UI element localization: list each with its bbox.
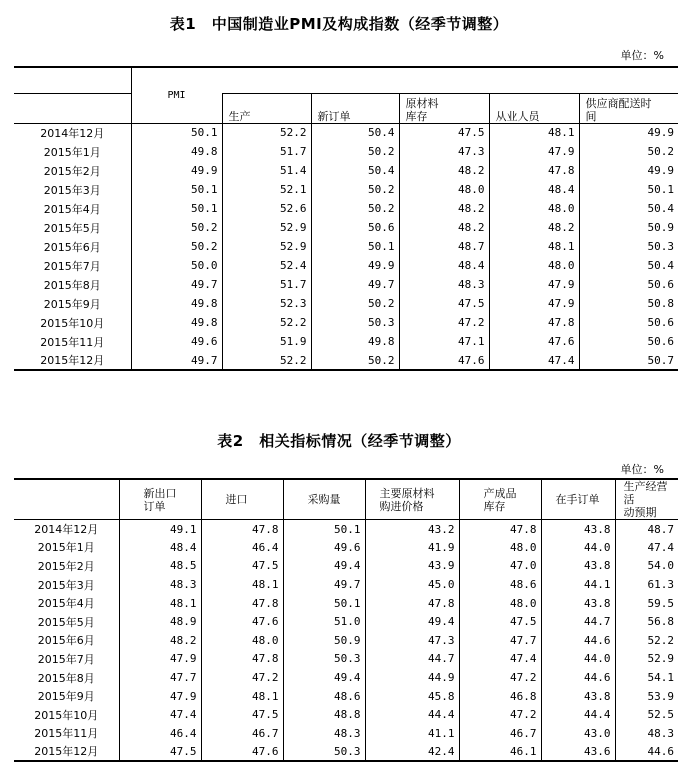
table-cell: 48.0 bbox=[489, 256, 579, 275]
table-cell: 47.9 bbox=[489, 294, 579, 313]
table-row bbox=[14, 631, 678, 650]
table-cell: 51.9 bbox=[222, 332, 311, 351]
row-label: 2015年9月 bbox=[37, 690, 95, 704]
table-cell: 42.4 bbox=[365, 743, 459, 762]
table-row bbox=[14, 294, 678, 313]
table-cell: 50.7 bbox=[579, 351, 678, 370]
table-cell: 49.7 bbox=[131, 275, 222, 294]
table-cell: 49.4 bbox=[365, 612, 459, 631]
table-cell: 51.4 bbox=[222, 161, 311, 180]
table-cell: 49.4 bbox=[283, 557, 365, 576]
table-cell: 47.2 bbox=[201, 668, 283, 687]
table-cell: 52.2 bbox=[222, 313, 311, 332]
table-cell: 43.0 bbox=[541, 724, 615, 743]
table-cell: 48.0 bbox=[399, 180, 489, 199]
table1-header: 从业人员 bbox=[489, 93, 579, 123]
table-cell: 44.7 bbox=[365, 650, 459, 669]
row-label: 2015年11月 bbox=[34, 727, 99, 741]
table-cell: 48.1 bbox=[119, 594, 201, 613]
table-cell: 43.2 bbox=[365, 520, 459, 539]
table2-header: 进口 bbox=[201, 479, 283, 520]
table-row bbox=[14, 161, 678, 180]
table2 bbox=[14, 478, 678, 762]
table-cell: 52.9 bbox=[222, 218, 311, 237]
table-cell: 52.6 bbox=[222, 199, 311, 218]
table-cell: 47.4 bbox=[119, 705, 201, 724]
table-cell: 46.4 bbox=[201, 538, 283, 557]
table-cell: 50.2 bbox=[311, 294, 399, 313]
table-cell: 47.3 bbox=[399, 142, 489, 161]
table-cell: 50.4 bbox=[579, 256, 678, 275]
table-cell: 48.8 bbox=[283, 705, 365, 724]
table1-unit: 单位：% bbox=[620, 49, 664, 62]
table-cell: 48.3 bbox=[615, 724, 678, 743]
table1 bbox=[14, 66, 678, 371]
table-cell: 47.8 bbox=[489, 161, 579, 180]
row-label: 2015年2月 bbox=[43, 164, 101, 178]
table-cell: 52.2 bbox=[222, 123, 311, 142]
row-label: 2014年12月 bbox=[40, 126, 105, 140]
table-cell: 47.1 bbox=[399, 332, 489, 351]
table-row bbox=[14, 650, 678, 669]
table-cell: 47.8 bbox=[459, 520, 541, 539]
table-cell: 48.1 bbox=[489, 123, 579, 142]
table-row bbox=[14, 724, 678, 743]
table-cell: 47.2 bbox=[399, 313, 489, 332]
table-cell: 47.9 bbox=[489, 142, 579, 161]
table-cell: 49.4 bbox=[283, 668, 365, 687]
table1-header-pmi: PMI bbox=[131, 67, 222, 123]
table-cell: 51.7 bbox=[222, 142, 311, 161]
table-cell: 50.4 bbox=[311, 161, 399, 180]
table-cell: 48.7 bbox=[399, 237, 489, 256]
table-cell: 41.1 bbox=[365, 724, 459, 743]
table-row bbox=[14, 313, 678, 332]
table2-corner bbox=[14, 479, 119, 520]
table-cell: 43.8 bbox=[541, 687, 615, 706]
table-cell: 48.2 bbox=[489, 218, 579, 237]
table-cell: 50.8 bbox=[579, 294, 678, 313]
row-label: 2015年12月 bbox=[14, 743, 119, 762]
table-cell: 50.6 bbox=[579, 332, 678, 351]
row-label: 2015年8月 bbox=[37, 671, 95, 685]
table-row bbox=[14, 142, 678, 161]
table-cell: 47.3 bbox=[365, 631, 459, 650]
table-cell: 48.1 bbox=[201, 687, 283, 706]
table1-title: 表1 中国制造业PMI及构成指数（经季节调整） bbox=[169, 15, 509, 33]
table-cell: 44.0 bbox=[541, 650, 615, 669]
table1-corner-top bbox=[14, 67, 131, 93]
table-cell: 56.8 bbox=[615, 612, 678, 631]
table-cell: 51.0 bbox=[283, 612, 365, 631]
table-row bbox=[14, 743, 678, 762]
table-row bbox=[14, 612, 678, 631]
table-cell: 48.0 bbox=[489, 199, 579, 218]
table-cell: 44.4 bbox=[541, 705, 615, 724]
table2-header: 生产经营活 动预期 bbox=[615, 479, 678, 520]
row-label: 2015年7月 bbox=[43, 259, 101, 273]
table-cell: 48.4 bbox=[489, 180, 579, 199]
table-cell: 46.1 bbox=[459, 743, 541, 762]
table-cell: 50.6 bbox=[579, 275, 678, 294]
table-cell: 48.6 bbox=[283, 687, 365, 706]
table-cell: 43.8 bbox=[541, 520, 615, 539]
table-cell: 52.9 bbox=[615, 650, 678, 669]
table-cell: 48.2 bbox=[119, 631, 201, 650]
table-cell: 50.4 bbox=[311, 123, 399, 142]
table-cell: 50.2 bbox=[311, 142, 399, 161]
table-cell: 47.9 bbox=[489, 275, 579, 294]
table-cell: 52.1 bbox=[222, 180, 311, 199]
row-label: 2015年12月 bbox=[14, 351, 131, 370]
table-row bbox=[14, 575, 678, 594]
table-cell: 43.6 bbox=[541, 743, 615, 762]
table-cell: 46.7 bbox=[459, 724, 541, 743]
row-label: 2015年3月 bbox=[43, 183, 101, 197]
table-cell: 54.0 bbox=[615, 557, 678, 576]
table-cell: 43.9 bbox=[365, 557, 459, 576]
table-cell: 41.9 bbox=[365, 538, 459, 557]
row-label: 2014年12月 bbox=[34, 523, 99, 537]
table-cell: 50.3 bbox=[283, 650, 365, 669]
table-row bbox=[14, 705, 678, 724]
table-cell: 49.8 bbox=[131, 313, 222, 332]
table-cell: 50.4 bbox=[579, 199, 678, 218]
table-cell: 45.0 bbox=[365, 575, 459, 594]
table-cell: 49.6 bbox=[131, 332, 222, 351]
table-cell: 47.9 bbox=[119, 687, 201, 706]
table-cell: 50.3 bbox=[311, 313, 399, 332]
table-cell: 47.7 bbox=[459, 631, 541, 650]
table-cell: 48.6 bbox=[459, 575, 541, 594]
table-cell: 44.6 bbox=[615, 743, 678, 762]
table-cell: 47.0 bbox=[459, 557, 541, 576]
table-cell: 50.2 bbox=[311, 180, 399, 199]
table2-header: 采购量 bbox=[283, 479, 365, 520]
table-cell: 47.6 bbox=[399, 351, 489, 370]
table-cell: 47.7 bbox=[119, 668, 201, 687]
table-cell: 47.4 bbox=[459, 650, 541, 669]
table-cell: 53.9 bbox=[615, 687, 678, 706]
table-cell: 44.7 bbox=[541, 612, 615, 631]
table-cell: 48.1 bbox=[489, 237, 579, 256]
table-cell: 47.5 bbox=[459, 612, 541, 631]
table-cell: 49.9 bbox=[579, 123, 678, 142]
table-cell: 47.5 bbox=[399, 294, 489, 313]
table-cell: 52.2 bbox=[615, 631, 678, 650]
table1-header: 供应商配送时 间 bbox=[579, 93, 678, 123]
table-cell: 59.5 bbox=[615, 594, 678, 613]
table-cell: 50.3 bbox=[579, 237, 678, 256]
table-cell: 50.2 bbox=[311, 199, 399, 218]
table-cell: 54.1 bbox=[615, 668, 678, 687]
table-cell: 48.4 bbox=[399, 256, 489, 275]
table-cell: 52.3 bbox=[222, 294, 311, 313]
table-cell: 49.9 bbox=[579, 161, 678, 180]
table-cell: 50.6 bbox=[579, 313, 678, 332]
table-cell: 47.6 bbox=[489, 332, 579, 351]
table-cell: 52.9 bbox=[222, 237, 311, 256]
row-label: 2015年2月 bbox=[37, 559, 95, 573]
table-cell: 52.4 bbox=[222, 256, 311, 275]
table-cell: 47.9 bbox=[119, 650, 201, 669]
row-label: 2015年10月 bbox=[34, 708, 99, 722]
table-row bbox=[14, 275, 678, 294]
table-cell: 43.8 bbox=[541, 594, 615, 613]
table-cell: 48.0 bbox=[459, 594, 541, 613]
table-cell: 50.1 bbox=[283, 520, 365, 539]
table-cell: 50.2 bbox=[579, 142, 678, 161]
table-cell: 46.7 bbox=[201, 724, 283, 743]
table-row bbox=[14, 256, 678, 275]
table-cell: 47.8 bbox=[201, 594, 283, 613]
table1-corner bbox=[14, 93, 131, 123]
table1-header: 原材料 库存 bbox=[399, 93, 489, 123]
table2-header: 主要原材料 购进价格 bbox=[365, 479, 459, 520]
table2-title: 表2 相关指标情况（经季节调整） bbox=[217, 432, 461, 450]
table-cell: 44.9 bbox=[365, 668, 459, 687]
row-label: 2015年6月 bbox=[37, 634, 95, 648]
table-row bbox=[14, 557, 678, 576]
row-label: 2015年6月 bbox=[43, 240, 101, 254]
table-row bbox=[14, 687, 678, 706]
table-cell: 48.5 bbox=[119, 557, 201, 576]
table-cell: 48.3 bbox=[283, 724, 365, 743]
table1-header-blank bbox=[222, 67, 678, 93]
table-cell: 49.7 bbox=[311, 275, 399, 294]
table-cell: 47.5 bbox=[399, 123, 489, 142]
table-cell: 61.3 bbox=[615, 575, 678, 594]
row-label: 2015年1月 bbox=[43, 145, 101, 159]
table-cell: 49.7 bbox=[131, 351, 222, 370]
table-cell: 48.2 bbox=[399, 161, 489, 180]
table2-header: 在手订单 bbox=[541, 479, 615, 520]
table-cell: 46.4 bbox=[119, 724, 201, 743]
table-row bbox=[14, 594, 678, 613]
table2-header: 产成品 库存 bbox=[459, 479, 541, 520]
table-cell: 49.8 bbox=[131, 142, 222, 161]
table-cell: 47.8 bbox=[201, 520, 283, 539]
table-cell: 47.6 bbox=[201, 743, 283, 762]
table-cell: 52.5 bbox=[615, 705, 678, 724]
table-cell: 48.7 bbox=[615, 520, 678, 539]
table-row bbox=[14, 218, 678, 237]
table-cell: 48.1 bbox=[201, 575, 283, 594]
table-cell: 48.0 bbox=[201, 631, 283, 650]
table-row bbox=[14, 520, 678, 539]
table-cell: 47.2 bbox=[459, 705, 541, 724]
table-row bbox=[14, 123, 678, 142]
table-cell: 47.8 bbox=[365, 594, 459, 613]
table-cell: 51.7 bbox=[222, 275, 311, 294]
table1-header: 新订单 bbox=[311, 93, 399, 123]
table-cell: 48.3 bbox=[119, 575, 201, 594]
table-cell: 43.8 bbox=[541, 557, 615, 576]
table-cell: 50.2 bbox=[131, 237, 222, 256]
table-cell: 50.6 bbox=[311, 218, 399, 237]
row-label: 2015年9月 bbox=[43, 297, 101, 311]
table-cell: 50.1 bbox=[131, 123, 222, 142]
table-cell: 47.4 bbox=[489, 351, 579, 370]
table-cell: 47.8 bbox=[201, 650, 283, 669]
table-row bbox=[14, 237, 678, 256]
table-cell: 44.6 bbox=[541, 668, 615, 687]
row-label: 2015年10月 bbox=[40, 316, 105, 330]
table-cell: 44.1 bbox=[541, 575, 615, 594]
table-cell: 50.0 bbox=[131, 256, 222, 275]
table-cell: 48.2 bbox=[399, 199, 489, 218]
table-cell: 48.2 bbox=[399, 218, 489, 237]
table-cell: 52.2 bbox=[222, 351, 311, 370]
table-cell: 47.5 bbox=[201, 705, 283, 724]
table-cell: 47.4 bbox=[615, 538, 678, 557]
table-cell: 50.9 bbox=[283, 631, 365, 650]
table-cell: 48.4 bbox=[119, 538, 201, 557]
table-cell: 50.1 bbox=[283, 594, 365, 613]
row-label: 2015年3月 bbox=[37, 578, 95, 592]
table-cell: 48.0 bbox=[459, 538, 541, 557]
row-label: 2015年7月 bbox=[37, 652, 95, 666]
row-label: 2015年4月 bbox=[37, 597, 95, 611]
table-cell: 49.6 bbox=[283, 538, 365, 557]
table-row bbox=[14, 538, 678, 557]
row-label: 2015年11月 bbox=[40, 335, 105, 349]
table-cell: 47.8 bbox=[489, 313, 579, 332]
table-cell: 47.6 bbox=[201, 612, 283, 631]
table2-unit: 单位：% bbox=[620, 463, 664, 476]
table-cell: 50.2 bbox=[131, 218, 222, 237]
row-label: 2015年5月 bbox=[37, 615, 95, 629]
table-cell: 49.8 bbox=[131, 294, 222, 313]
table-cell: 49.1 bbox=[119, 520, 201, 539]
table-cell: 50.1 bbox=[311, 237, 399, 256]
table-cell: 44.6 bbox=[541, 631, 615, 650]
table-cell: 50.3 bbox=[283, 743, 365, 762]
table1-header: 生产 bbox=[222, 93, 311, 123]
table2-header: 新出口 订单 bbox=[119, 479, 201, 520]
row-label: 2015年5月 bbox=[43, 221, 101, 235]
row-label: 2015年4月 bbox=[43, 202, 101, 216]
table-cell: 50.2 bbox=[311, 351, 399, 370]
row-label: 2015年1月 bbox=[37, 541, 95, 555]
table-cell: 49.9 bbox=[131, 161, 222, 180]
table-cell: 50.9 bbox=[579, 218, 678, 237]
table-row bbox=[14, 199, 678, 218]
table-row bbox=[14, 668, 678, 687]
table-row bbox=[14, 180, 678, 199]
table-cell: 44.0 bbox=[541, 538, 615, 557]
table-cell: 47.2 bbox=[459, 668, 541, 687]
table-cell: 49.9 bbox=[311, 256, 399, 275]
table-cell: 45.8 bbox=[365, 687, 459, 706]
table-cell: 47.5 bbox=[119, 743, 201, 762]
table-cell: 50.1 bbox=[579, 180, 678, 199]
table-cell: 50.1 bbox=[131, 199, 222, 218]
table-cell: 46.8 bbox=[459, 687, 541, 706]
table-cell: 48.9 bbox=[119, 612, 201, 631]
table-row bbox=[14, 351, 678, 370]
table-cell: 48.3 bbox=[399, 275, 489, 294]
table-cell: 50.1 bbox=[131, 180, 222, 199]
table-row bbox=[14, 332, 678, 351]
table-cell: 49.7 bbox=[283, 575, 365, 594]
table-cell: 47.5 bbox=[201, 557, 283, 576]
table-cell: 49.8 bbox=[311, 332, 399, 351]
table-cell: 44.4 bbox=[365, 705, 459, 724]
row-label: 2015年8月 bbox=[43, 278, 101, 292]
